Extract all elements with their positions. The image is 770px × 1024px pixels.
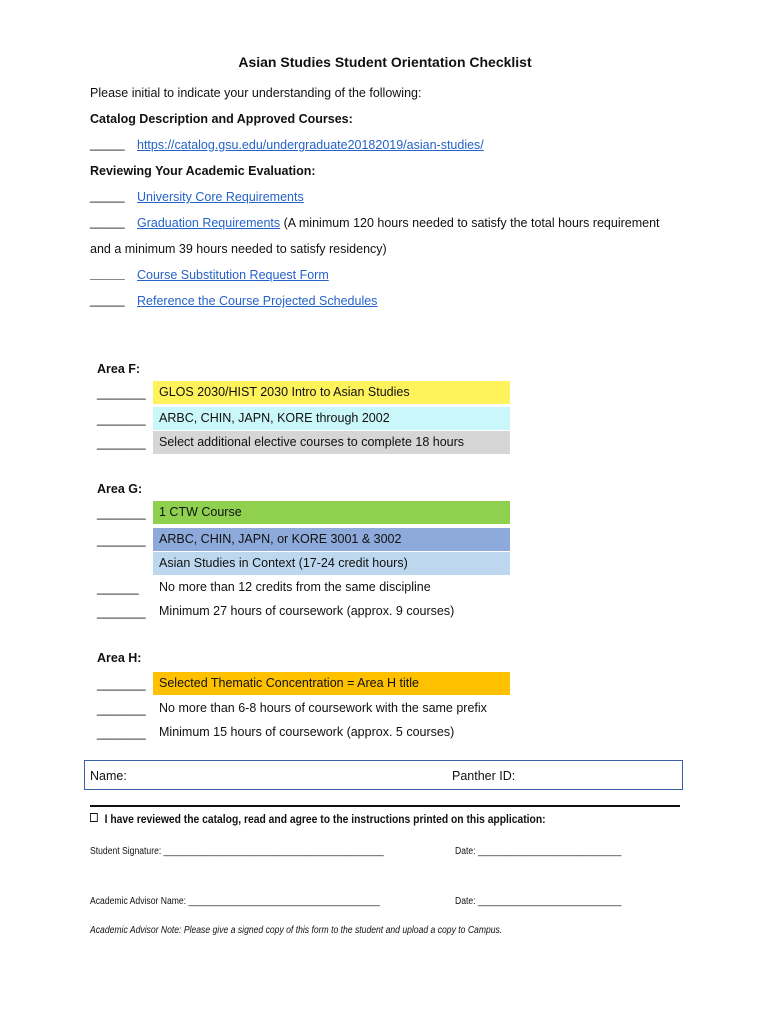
graduation-initial-blank[interactable]: _____: [90, 215, 125, 229]
course-substitution-link[interactable]: Course Substitution Request Form: [137, 268, 329, 282]
catalog-heading: Catalog Description and Approved Courses:: [90, 112, 353, 126]
catalog-link[interactable]: https://catalog.gsu.edu/undergraduate20182019/asian-studies/: [137, 138, 484, 152]
area-g-row-1-blank[interactable]: _______: [97, 506, 146, 520]
core-requirements-link[interactable]: University Core Requirements: [137, 190, 304, 204]
area-h-row-2: No more than 6-8 hours of coursework with the same prefix: [159, 701, 487, 715]
graduation-requirements-link[interactable]: Graduation Requirements: [137, 216, 281, 230]
panther-id-label: Panther ID:: [452, 769, 516, 783]
student-info-box[interactable]: [84, 760, 683, 790]
area-h-row-2-blank[interactable]: _______: [97, 702, 146, 716]
graduation-line: [137, 216, 660, 230]
area-f-row-2: ARBC, CHIN, JAPN, KORE through 2002: [153, 407, 510, 430]
area-g-row-3: Asian Studies in Context (17-24 credit hours): [153, 552, 510, 575]
area-h-row-1-blank[interactable]: _______: [97, 677, 146, 691]
substitution-initial-blank[interactable]: _____: [90, 267, 125, 281]
area-g-row-4-blank[interactable]: ______: [97, 581, 139, 595]
graduation-note-continuation: and a minimum 39 hours needed to satisfy residency): [90, 242, 387, 256]
area-g-row-2: ARBC, CHIN, JAPN, or KORE 3001 & 3002: [153, 528, 510, 551]
area-h-row-1: Selected Thematic Concentration = Area H title: [153, 672, 510, 695]
intro-text: Please initial to indicate your understanding of the following:: [90, 86, 422, 100]
area-g-row-5: Minimum 27 hours of coursework (approx. 9 courses): [159, 604, 455, 618]
page-title: Asian Studies Student Orientation Checklist: [238, 54, 532, 70]
advisor-name-line[interactable]: Academic Advisor Name: ________________________________________: [90, 896, 380, 907]
area-f-heading: Area F:: [97, 362, 141, 376]
area-h-row-3-blank[interactable]: _______: [97, 726, 146, 740]
area-g-heading: Area G:: [97, 482, 143, 496]
projected-schedules-link[interactable]: Reference the Course Projected Schedules: [137, 294, 378, 308]
catalog-initial-blank[interactable]: _____: [90, 137, 125, 151]
agreement-text: I have reviewed the catalog, read and agree to the instructions printed on this application:: [104, 812, 546, 826]
divider: [90, 805, 680, 807]
agreement-line: [90, 812, 546, 826]
advisor-date-line[interactable]: Date: ______________________________: [455, 896, 622, 907]
schedules-initial-blank[interactable]: _____: [90, 293, 125, 307]
area-f-row-1-blank[interactable]: _______: [97, 386, 146, 400]
advisor-note: Academic Advisor Note: Please give a signed copy of this form to the student and upload a copy to Campus.: [90, 925, 503, 936]
area-f-row-3: Select additional elective courses to complete 18 hours: [153, 431, 510, 454]
area-g-row-4: No more than 12 credits from the same discipline: [159, 580, 431, 594]
name-label: Name:: [90, 769, 127, 783]
student-signature-line[interactable]: Student Signature: ______________________________________________: [90, 846, 384, 857]
agreement-checkbox[interactable]: [90, 813, 98, 822]
graduation-note: (A minimum 120 hours needed to satisfy the total hours requirement: [280, 216, 660, 230]
area-h-row-3: Minimum 15 hours of coursework (approx. 5 courses): [159, 725, 455, 739]
area-f-row-2-blank[interactable]: _______: [97, 412, 146, 426]
core-initial-blank[interactable]: _____: [90, 189, 125, 203]
student-date-line[interactable]: Date: ______________________________: [455, 846, 622, 857]
area-f-row-1: GLOS 2030/HIST 2030 Intro to Asian Studies: [153, 381, 510, 404]
area-g-row-2-blank[interactable]: _______: [97, 533, 146, 547]
area-h-heading: Area H:: [97, 651, 142, 665]
evaluation-heading: Reviewing Your Academic Evaluation:: [90, 164, 316, 178]
area-g-row-1: 1 CTW Course: [153, 501, 510, 524]
area-g-row-5-blank[interactable]: _______: [97, 605, 146, 619]
area-f-row-3-blank[interactable]: _______: [97, 436, 146, 450]
